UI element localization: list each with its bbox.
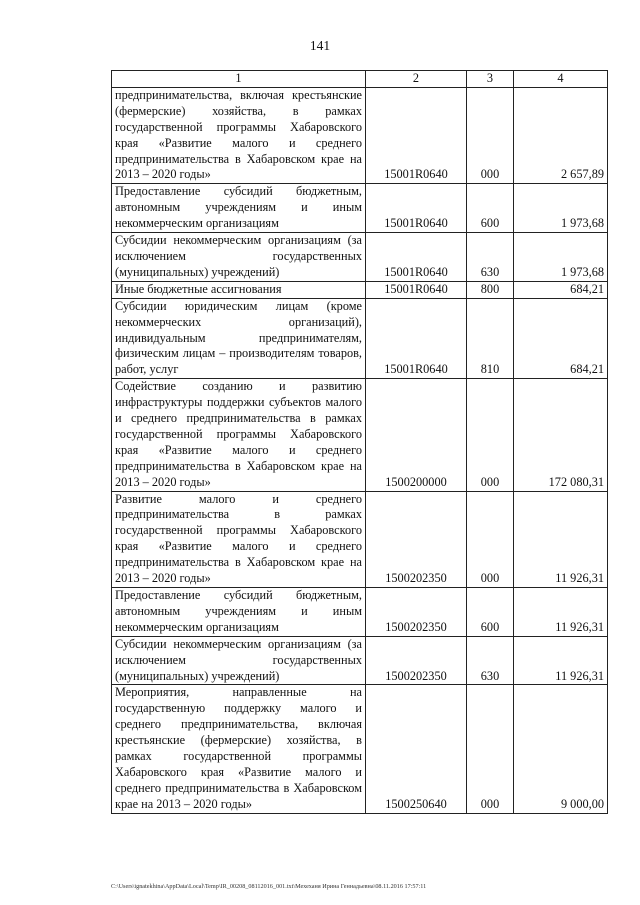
row-type: 000 xyxy=(467,379,514,491)
row-type: 800 xyxy=(467,281,514,298)
header-row xyxy=(112,71,608,88)
row-name: Субсидии юридическим лицам (кроме некоммерческих организаций), индивидуальным предпринимателям, физическим лицам – производителям товаров, работ, услуг xyxy=(112,298,366,379)
table-row xyxy=(112,87,608,183)
row-type: 600 xyxy=(467,588,514,637)
row-code: 15001R0640 xyxy=(366,281,467,298)
row-name: Иные бюджетные ассигнования xyxy=(112,281,366,298)
column-header: 4 xyxy=(514,71,608,88)
row-type: 630 xyxy=(467,636,514,685)
row-amount: 11 926,31 xyxy=(514,588,608,637)
row-name: Мероприятия, направленные на государственную поддержку малого и среднего предпринимательства, включая крестьянские (фермерские) хозяйства, в рамках государственной программы Хабаровского края «Развитие малого и среднего предпринимательства в Хабаровском крае на 2013 – 2020 годы» xyxy=(112,685,366,813)
row-amount: 684,21 xyxy=(514,281,608,298)
table-row xyxy=(112,636,608,685)
file-path-footer: C:\Users\ignatekhina\AppData\Local\Temp\IR_00208_08112016_001.txt\Мехеханя Ирина Геннадьевна\08.11.2016 17:57:11 xyxy=(111,883,427,890)
table-row xyxy=(112,184,608,233)
row-name: Содействие созданию и развитию инфраструктуры поддержки субъектов малого и среднего предпринимательства в рамках государственной программы Хабаровского края «Развитие малого и среднего предпринимательства в Хабаровском крае на 2013 – 2020 годы» xyxy=(112,379,366,491)
row-name: Субсидии некоммерческим организациям (за исключением государственных (муниципальных) учреждений) xyxy=(112,636,366,685)
row-name: предпринимательства, включая крестьянские (фермерские) хозяйства, в рамках государственной программы Хабаровского края «Развитие малого и среднего предпринимательства в Хабаровском крае на 2013 – 2020 годы» xyxy=(112,87,366,183)
row-code: 15001R0640 xyxy=(366,233,467,282)
row-type: 600 xyxy=(467,184,514,233)
row-code: 15001R0640 xyxy=(366,87,467,183)
row-type: 000 xyxy=(467,491,514,587)
table-row xyxy=(112,588,608,637)
row-type: 810 xyxy=(467,298,514,379)
row-name: Предоставление субсидий бюджетным, автономным учреждениям и иным некоммерческим организациям xyxy=(112,588,366,637)
row-amount: 1 973,68 xyxy=(514,233,608,282)
row-code: 15001R0640 xyxy=(366,298,467,379)
row-amount: 1 973,68 xyxy=(514,184,608,233)
row-amount: 9 000,00 xyxy=(514,685,608,813)
table-row xyxy=(112,281,608,298)
row-type: 000 xyxy=(467,87,514,183)
column-header: 3 xyxy=(467,71,514,88)
row-code: 1500200000 xyxy=(366,379,467,491)
row-amount: 11 926,31 xyxy=(514,636,608,685)
table-row xyxy=(112,379,608,491)
row-code: 1500250640 xyxy=(366,685,467,813)
column-header: 1 xyxy=(112,71,366,88)
row-type: 630 xyxy=(467,233,514,282)
table-row xyxy=(112,685,608,813)
row-name: Развитие малого и среднего предпринимательства в рамках государственной программы Хабаровского края «Развитие малого и среднего предпринимательства в Хабаровском крае на 2013 – 2020 годы» xyxy=(112,491,366,587)
row-name: Предоставление субсидий бюджетным, автономным учреждениям и иным некоммерческим организациям xyxy=(112,184,366,233)
column-header: 2 xyxy=(366,71,467,88)
row-amount: 11 926,31 xyxy=(514,491,608,587)
table-row xyxy=(112,233,608,282)
table-row xyxy=(112,491,608,587)
page-number: 141 xyxy=(309,38,331,53)
row-code: 1500202350 xyxy=(366,636,467,685)
budget-table xyxy=(111,70,608,814)
row-amount: 172 080,31 xyxy=(514,379,608,491)
row-code: 1500202350 xyxy=(366,491,467,587)
row-amount: 2 657,89 xyxy=(514,87,608,183)
row-code: 15001R0640 xyxy=(366,184,467,233)
row-type: 000 xyxy=(467,685,514,813)
table-row xyxy=(112,298,608,379)
row-amount: 684,21 xyxy=(514,298,608,379)
row-code: 1500202350 xyxy=(366,588,467,637)
row-name: Субсидии некоммерческим организациям (за исключением государственных (муниципальных) учреждений) xyxy=(112,233,366,282)
